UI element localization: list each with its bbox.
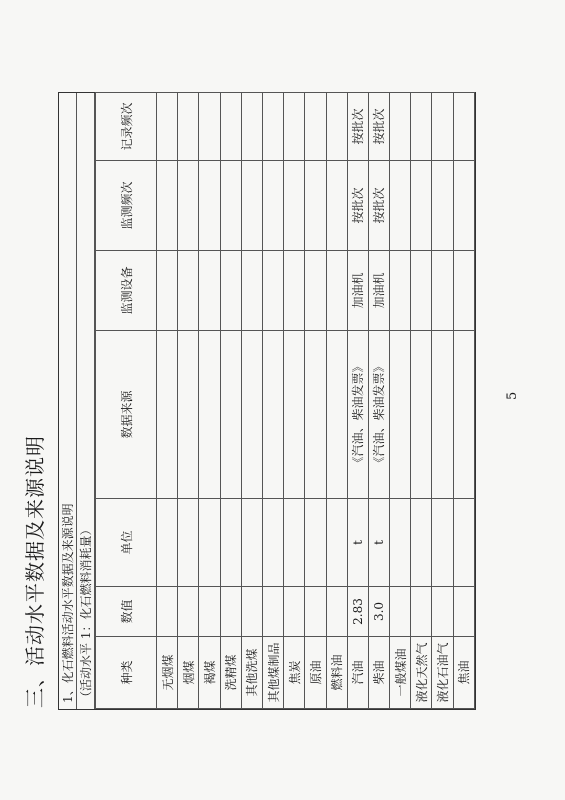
cell-record-freq <box>432 93 453 161</box>
cell-type: 液化天然气 <box>411 637 432 709</box>
cell-type: 原油 <box>305 637 326 709</box>
cell-record-freq <box>220 93 241 161</box>
cell-device <box>390 251 411 331</box>
table-row <box>199 93 220 709</box>
cell-unit <box>432 499 453 587</box>
cell-record-freq <box>453 93 474 161</box>
cell-device <box>284 251 305 331</box>
cell-source <box>241 331 262 499</box>
cell-record-freq: 按批次 <box>347 93 368 161</box>
cell-device <box>220 251 241 331</box>
cell-record-freq <box>411 93 432 161</box>
cell-source <box>390 331 411 499</box>
cell-source <box>157 331 178 499</box>
cell-value: 3.0 <box>368 587 389 637</box>
cell-unit <box>262 499 283 587</box>
cell-type: 焦油 <box>453 637 474 709</box>
cell-value <box>411 587 432 637</box>
table-row <box>284 93 305 709</box>
cell-value <box>220 587 241 637</box>
col-header-value: 数值 <box>96 587 157 637</box>
cell-type: 焦炭 <box>284 637 305 709</box>
cell-record-freq <box>326 93 347 161</box>
cell-unit <box>326 499 347 587</box>
cell-unit <box>284 499 305 587</box>
table-row <box>368 93 389 709</box>
cell-value <box>157 587 178 637</box>
cell-record-freq <box>199 93 220 161</box>
cell-monitor-freq: 按批次 <box>347 161 368 251</box>
cell-device <box>432 251 453 331</box>
cell-device <box>262 251 283 331</box>
cell-monitor-freq <box>453 161 474 251</box>
cell-value <box>326 587 347 637</box>
cell-unit <box>241 499 262 587</box>
cell-value <box>178 587 199 637</box>
cell-monitor-freq <box>390 161 411 251</box>
fuel-consumption-grid <box>95 92 475 709</box>
cell-unit <box>220 499 241 587</box>
cell-monitor-freq <box>326 161 347 251</box>
cell-monitor-freq <box>411 161 432 251</box>
cell-value <box>453 587 474 637</box>
cell-record-freq <box>241 93 262 161</box>
activity-data-table <box>58 92 476 710</box>
table-row <box>262 93 283 709</box>
cell-type: 无烟煤 <box>157 637 178 709</box>
col-header-unit: 单位 <box>96 499 157 587</box>
cell-value <box>305 587 326 637</box>
cell-unit <box>453 499 474 587</box>
cell-value <box>390 587 411 637</box>
cell-monitor-freq <box>199 161 220 251</box>
cell-source <box>305 331 326 499</box>
cell-record-freq: 按批次 <box>368 93 389 161</box>
cell-value <box>199 587 220 637</box>
cell-unit: t <box>347 499 368 587</box>
cell-source <box>411 331 432 499</box>
cell-record-freq <box>157 93 178 161</box>
cell-unit <box>390 499 411 587</box>
section-caption: 1、化石燃料活动水平数据及来源说明 <box>59 93 77 709</box>
cell-unit <box>178 499 199 587</box>
cell-type: 烟煤 <box>178 637 199 709</box>
cell-source <box>326 331 347 499</box>
section-heading: 三、活动水平数据及来源说明 <box>23 435 47 708</box>
cell-monitor-freq <box>305 161 326 251</box>
cell-source <box>432 331 453 499</box>
cell-monitor-freq: 按批次 <box>368 161 389 251</box>
table-row <box>178 93 199 709</box>
cell-source <box>262 331 283 499</box>
cell-source <box>199 331 220 499</box>
cell-unit <box>411 499 432 587</box>
page-number: 5 <box>505 391 520 400</box>
cell-type: 一般煤油 <box>390 637 411 709</box>
cell-monitor-freq <box>432 161 453 251</box>
cell-monitor-freq <box>241 161 262 251</box>
cell-monitor-freq <box>157 161 178 251</box>
cell-record-freq <box>305 93 326 161</box>
cell-source <box>453 331 474 499</box>
table-row <box>157 93 178 709</box>
cell-type: 液化石油气 <box>432 637 453 709</box>
col-header-device: 监测设备 <box>96 251 157 331</box>
cell-record-freq <box>284 93 305 161</box>
cell-value <box>432 587 453 637</box>
table-row <box>432 93 453 709</box>
cell-unit <box>157 499 178 587</box>
col-header-record-freq: 记录频次 <box>96 93 157 161</box>
cell-type: 褐煤 <box>199 637 220 709</box>
cell-value <box>241 587 262 637</box>
cell-source <box>220 331 241 499</box>
cell-device <box>157 251 178 331</box>
cell-value <box>262 587 283 637</box>
table-row <box>220 93 241 709</box>
cell-type: 其他煤制品 <box>262 637 283 709</box>
cell-device <box>326 251 347 331</box>
cell-device <box>453 251 474 331</box>
cell-type: 柴油 <box>368 637 389 709</box>
cell-monitor-freq <box>220 161 241 251</box>
cell-type: 洗精煤 <box>220 637 241 709</box>
col-header-type: 种类 <box>96 637 157 709</box>
cell-device <box>305 251 326 331</box>
table-row <box>411 93 432 709</box>
cell-type: 其他洗煤 <box>241 637 262 709</box>
table-caption: （活动水平 1：化石燃料消耗量） <box>77 93 95 709</box>
cell-unit <box>305 499 326 587</box>
cell-monitor-freq <box>284 161 305 251</box>
cell-type: 汽油 <box>347 637 368 709</box>
cell-type: 燃料油 <box>326 637 347 709</box>
cell-device <box>241 251 262 331</box>
cell-source: 《汽油、柴油发票》 <box>368 331 389 499</box>
table-row <box>305 93 326 709</box>
cell-value: 2.83 <box>347 587 368 637</box>
table-row <box>347 93 368 709</box>
cell-record-freq <box>178 93 199 161</box>
cell-source <box>284 331 305 499</box>
table-row <box>326 93 347 709</box>
cell-monitor-freq <box>262 161 283 251</box>
table-row <box>241 93 262 709</box>
table-header-row <box>96 93 157 709</box>
table-row <box>453 93 474 709</box>
cell-unit <box>199 499 220 587</box>
cell-device: 加油机 <box>347 251 368 331</box>
col-header-monitor-freq: 监测频次 <box>96 161 157 251</box>
cell-unit: t <box>368 499 389 587</box>
cell-source <box>178 331 199 499</box>
cell-monitor-freq <box>178 161 199 251</box>
col-header-source: 数据来源 <box>96 331 157 499</box>
cell-record-freq <box>390 93 411 161</box>
cell-device: 加油机 <box>368 251 389 331</box>
cell-source: 《汽油、柴油发票》 <box>347 331 368 499</box>
cell-device <box>178 251 199 331</box>
cell-record-freq <box>262 93 283 161</box>
cell-device <box>411 251 432 331</box>
table-row <box>390 93 411 709</box>
cell-device <box>199 251 220 331</box>
cell-value <box>284 587 305 637</box>
